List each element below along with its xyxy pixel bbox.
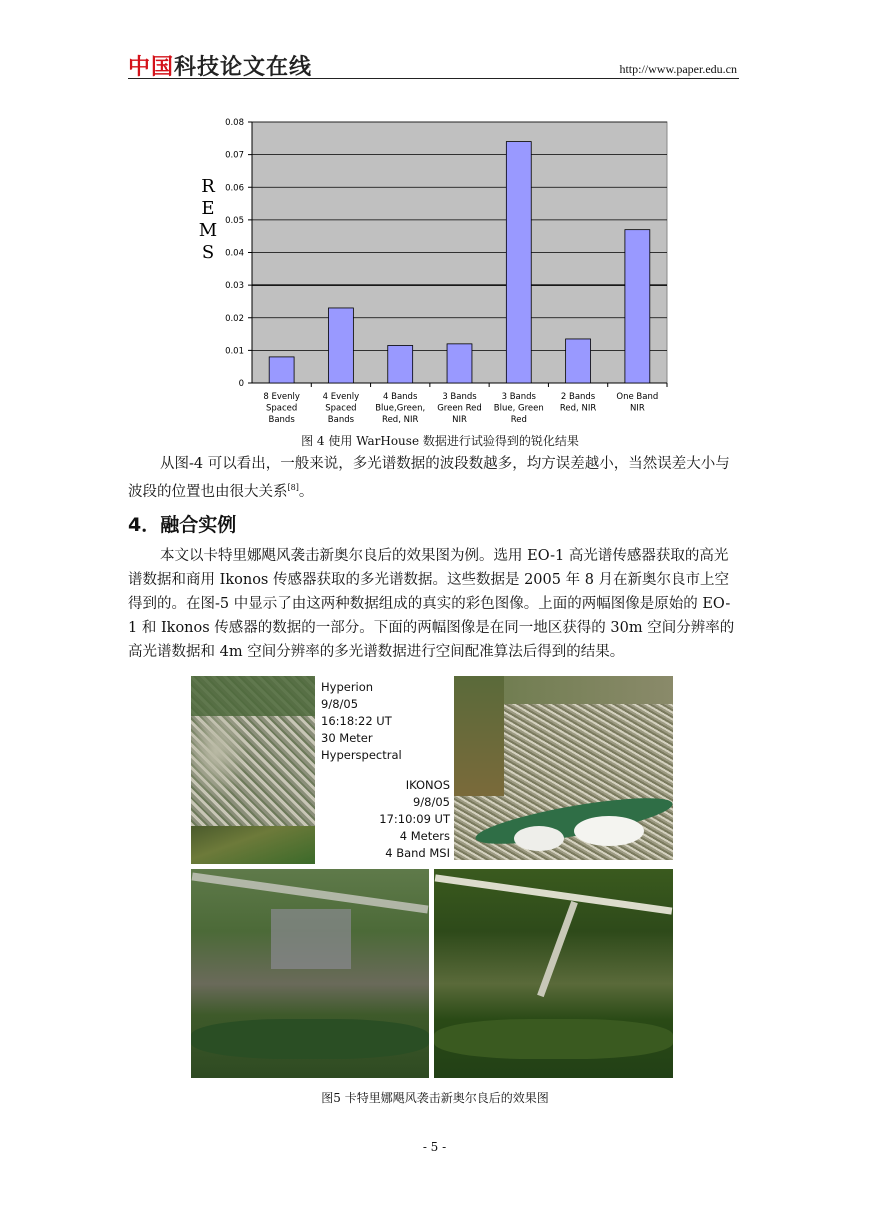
x-tick-label: Red [510, 415, 527, 425]
reference-8[interactable]: [8] [287, 483, 299, 492]
y-axis-label-letter: R [201, 176, 215, 197]
bar [328, 308, 353, 383]
y-axis-label-letter: M [198, 220, 218, 241]
bar [566, 339, 591, 383]
header-logo [128, 50, 312, 81]
x-tick-label: Bands [327, 415, 355, 425]
paragraph-2 [128, 544, 739, 664]
hyperion-image [191, 676, 315, 864]
hyperion-label-line: 16:18:22 UT [321, 714, 392, 728]
rems-bar-chart [190, 110, 680, 430]
paragraph-1 [128, 452, 739, 504]
bar [388, 345, 413, 383]
x-tick-label: Blue, Green [493, 403, 544, 414]
x-tick-label: 4 Bands [383, 392, 418, 402]
ikonos-label-line: IKONOS [405, 778, 450, 792]
page-number: - 5 - [422, 1140, 447, 1154]
ikonos-label-line: 9/8/05 [412, 795, 450, 809]
ikonos-label-line: 4 Band MSI [385, 846, 450, 860]
paragraph-1-text: 从图-4 可以看出，一般来说，多光谱数据的波段数越多，均方误差越小，当然误差大小与波段的位置也由很大关系 [128, 456, 730, 500]
hyperion-label-line: Hyperspectral [321, 748, 402, 762]
logo-dark-text: 科技论文在线 [174, 55, 313, 80]
hyperion-label-line: 30 Meter [321, 731, 373, 745]
x-tick-label: One Band [616, 392, 659, 402]
y-tick-label: 0.04 [225, 248, 244, 259]
x-tick-label: 3 Bands [442, 392, 477, 402]
ikonos-label-line: 17:10:09 UT [379, 812, 450, 826]
y-tick-label: 0.06 [225, 183, 244, 194]
x-tick-label: 8 Evenly [263, 392, 300, 402]
x-tick-label: Spaced [325, 403, 357, 414]
x-tick-label: Red, NIR [559, 403, 597, 414]
header-rule [128, 78, 739, 79]
x-tick-label: Green Red [437, 403, 482, 414]
y-axis-label-letter: S [201, 242, 215, 263]
x-tick-label: Spaced [265, 403, 298, 414]
x-tick-label: NIR [452, 415, 467, 425]
y-tick-label: 0.05 [225, 215, 244, 226]
header-url[interactable]: http://www.paper.edu.cn [619, 62, 737, 76]
bar [447, 344, 472, 383]
section-4-title: 4．融合实例 [128, 514, 237, 536]
ikonos-label [370, 777, 450, 862]
y-tick-label: 0.03 [225, 281, 244, 292]
y-tick-label: 0.07 [225, 150, 244, 161]
bar [506, 142, 531, 383]
y-tick-label: 0 [238, 379, 244, 389]
hyperion-label-line: Hyperion [321, 680, 374, 694]
x-tick-label: 3 Bands [501, 392, 536, 402]
x-tick-label: 4 Evenly [322, 392, 360, 402]
hyperion-sharpened-image [191, 869, 429, 1078]
ikonos-label-line: 4 Meters [399, 829, 450, 843]
x-tick-label: Red, NIR [382, 415, 419, 425]
hyperion-label [321, 679, 402, 764]
x-tick-label: 2 Bands [560, 392, 596, 402]
ikonos-image [454, 676, 673, 860]
bar [269, 357, 294, 383]
x-tick-label: Bands [268, 415, 295, 425]
figure-5-caption: 图5 卡特里娜飓风袭击新奥尔良后的效果图 [321, 1091, 549, 1105]
logo-red-text: 中国 [128, 55, 175, 80]
ikonos-sharpened-image [434, 869, 673, 1078]
y-axis-label-letter: E [201, 198, 215, 219]
x-tick-label: Blue,Green, [375, 403, 426, 414]
paragraph-2-text: 本文以卡特里娜飓风袭击新奥尔良后的效果图为例。选用 EO-1 高光谱传感器获取的高光谱数据和商用 Ikonos 传感器获取的多光谱数据。这些数据是 2005 年 8 月在新奥尔良市上空得到的。在图-5 中显示了由这两种数据组成的真实的彩色图像。上面的两幅图像是原始的 EO-1 和 Ikonos 传感器的数据的一部分。下面的两幅图像是在同一地区获得的 30m 空间分辨率的高光谱数据和 4m 空间分辨率的多光谱数据进行空间配准算法后得到的结果。 [128, 548, 735, 660]
hyperion-label-line: 9/8/05 [321, 697, 359, 711]
bar [625, 230, 650, 383]
y-tick-label: 0.01 [225, 346, 244, 357]
y-tick-label: 0.08 [225, 118, 244, 128]
y-tick-label: 0.02 [225, 313, 244, 324]
figure-4-caption: 图 4 使用 WarHouse 数据进行试验得到的锐化结果 [301, 434, 579, 448]
x-tick-label: NIR [629, 403, 645, 414]
paragraph-1-tail: 。 [298, 483, 314, 500]
